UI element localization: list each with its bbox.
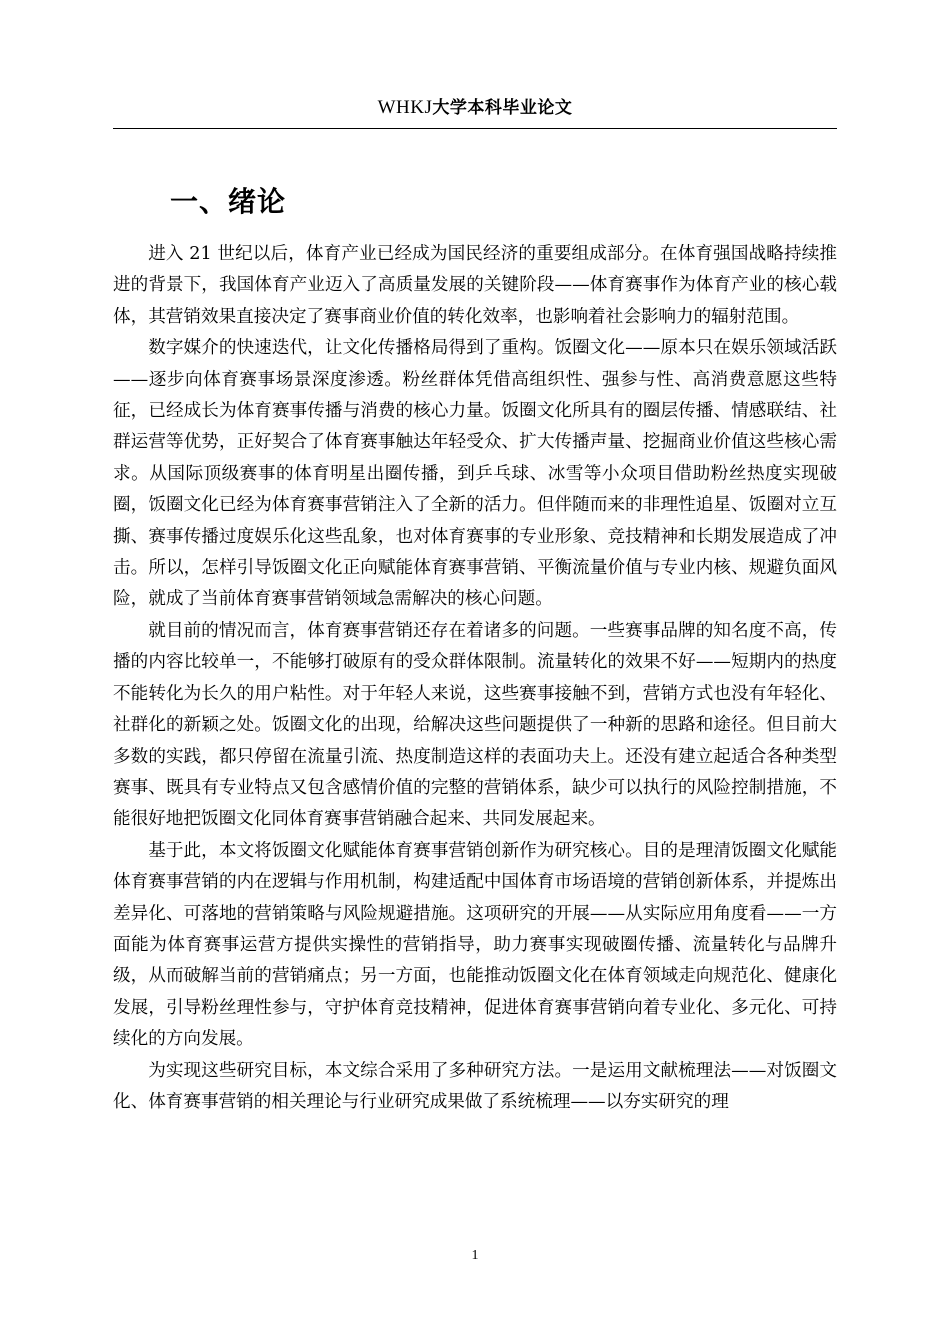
- header-title: 大学本科毕业论文: [432, 98, 573, 118]
- header-prefix: WHKJ: [377, 97, 433, 118]
- page-number: 1: [471, 1248, 479, 1263]
- running-header: [113, 96, 837, 120]
- paragraph-4: 基于此，本文将饭圈文化赋能体育赛事营销创新作为研究核心。目的是理清饭圈文化赋能体育赛事营销的内在逻辑与作用机制，构建适配中国体育市场语境的营销创新体系，并提炼出差异化、可落地的营销策略与风险规避措施。这项研究的开展——从实际应用角度看——一方面能为体育赛事运营方提供实操性的营销指导，助力赛事实现破圈传播、流量转化与品牌升级，从而破解当前的营销痛点；另一方面，也能推动饭圈文化在体育领域走向规范化、健康化发展，引导粉丝理性参与，守护体育竞技精神，促进体育赛事营销向着专业化、多元化、可持续化的方向发展。: [113, 840, 837, 1050]
- paragraph-5: 为实现这些研究目标，本文综合采用了多种研究方法。一是运用文献梳理法——对饭圈文化、体育赛事营销的相关理论与行业研究成果做了系统梳理——以夯实研究的理: [113, 1060, 837, 1112]
- header-divider: [113, 128, 837, 129]
- paragraph-2: 数字媒介的快速迭代，让文化传播格局得到了重构。饭圈文化——原本只在娱乐领域活跃——逐步向体育赛事场景深度渗透。粉丝群体凭借高组织性、强参与性、高消费意愿这些特征，已经成长为体育赛事传播与消费的核心力量。饭圈文化所具有的圈层传播、情感联结、社群运营等优势，正好契合了体育赛事触达年轻受众、扩大传播声量、挖掘商业价值这些核心需求。从国际顶级赛事的体育明星出圈传播，到乒乓球、冰雪等小众项目借助粉丝热度实现破圈，饭圈文化已经为体育赛事营销注入了全新的活力。但伴随而来的非理性追星、饭圈对立互撕、赛事传播过度娱乐化这些乱象，也对体育赛事的专业形象、竞技精神和长期发展造成了冲击。所以，怎样引导饭圈文化正向赋能体育赛事营销、平衡流量价值与专业内核、规避负面风险，就成了当前体育赛事营销领域急需解决的核心问题。: [113, 338, 837, 610]
- body-text: [113, 239, 837, 1118]
- chapter-title: 一、绪论: [170, 185, 287, 218]
- paragraph-1: 进入 21 世纪以后，体育产业已经成为国民经济的重要组成部分。在体育强国战略持续推进的背景下，我国体育产业迈入了高质量发展的关键阶段——体育赛事作为体育产业的核心载体，其营销效果直接决定了赛事商业价值的转化效率，也影响着社会影响力的辐射范围。: [113, 244, 837, 327]
- paragraph-3: 就目前的情况而言，体育赛事营销还存在着诸多的问题。一些赛事品牌的知名度不高，传播的内容比较单一，不能够打破原有的受众群体限制。流量转化的效果不好——短期内的热度不能转化为长久的用户粘性。对于年轻人来说，这些赛事接触不到，营销方式也没有年轻化、社群化的新颖之处。饭圈文化的出现，给解决这些问题提供了一种新的思路和途径。但目前大多数的实践，都只停留在流量引流、热度制造这样的表面功夫上。还没有建立起适合各种类型赛事、既具有专业特点又包含感情价值的完整的营销体系，缺少可以执行的风险控制措施，不能很好地把饭圈文化同体育赛事营销融合起来、共同发展起来。: [113, 620, 837, 830]
